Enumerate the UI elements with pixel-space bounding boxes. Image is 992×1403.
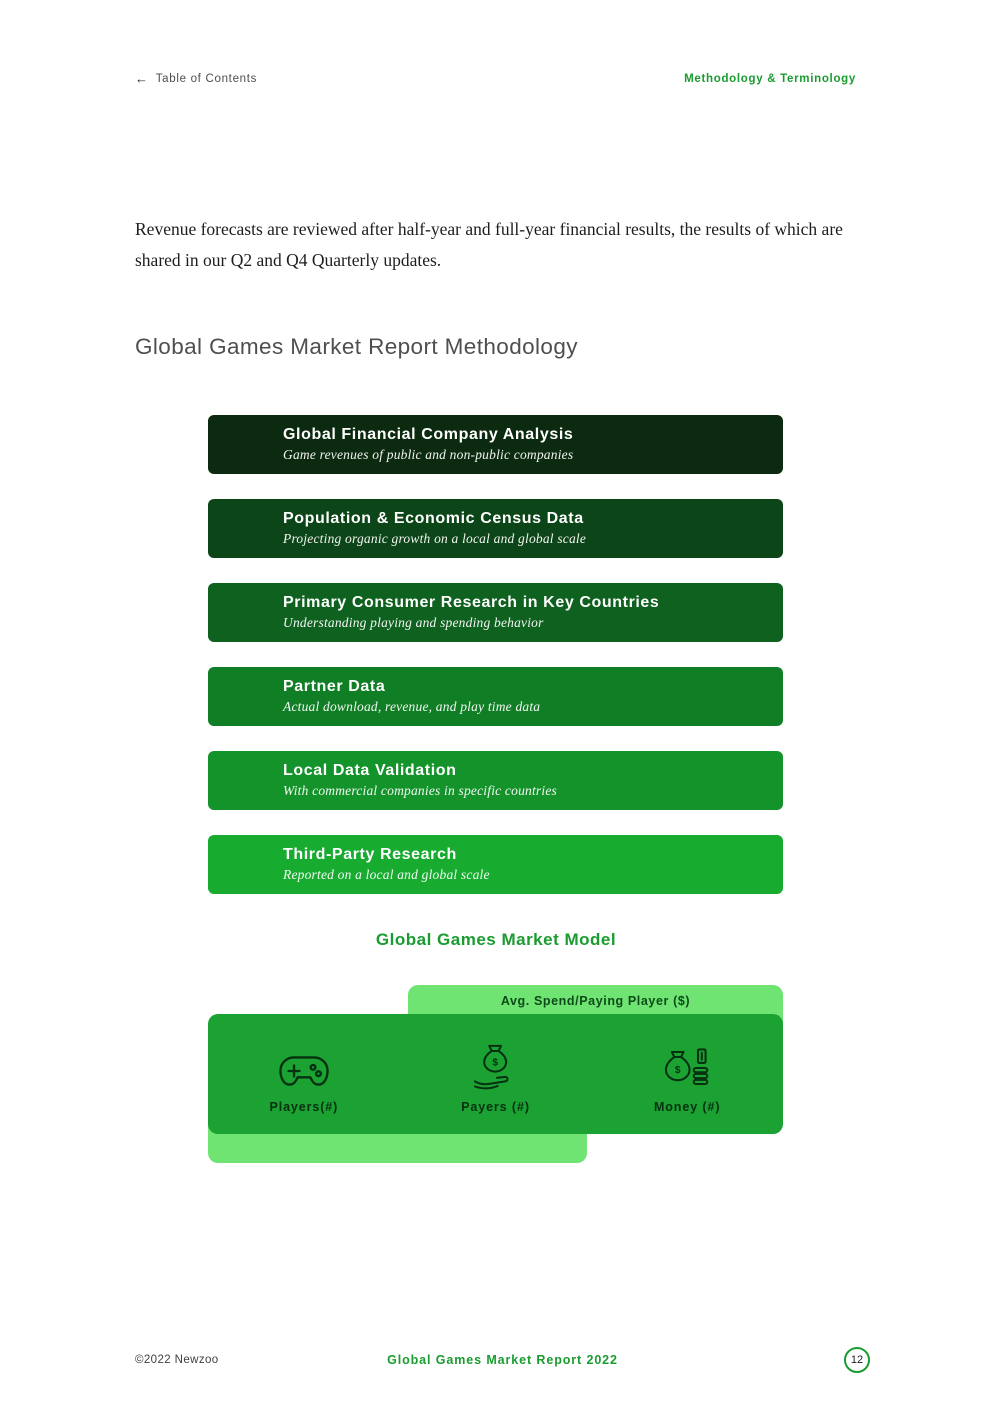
methodology-steps <box>208 415 783 894</box>
payers-label: Payers (#) <box>461 1099 530 1114</box>
back-arrow-icon: ← <box>135 71 149 86</box>
copyright-text: ©2022 Newzoo <box>135 1354 219 1366</box>
step-subtitle: Projecting organic growth on a local and global scale <box>283 531 587 546</box>
methodology-step <box>208 499 783 558</box>
model-item-payers <box>400 1014 592 1134</box>
model-item-players <box>208 1014 400 1134</box>
step-title: Global Financial Company Analysis <box>283 426 574 443</box>
step-title: Primary Consumer Research in Key Countries <box>283 594 660 611</box>
step-title: Local Data Validation <box>283 762 457 779</box>
money-label: Money (#) <box>653 1099 721 1114</box>
model-main-box <box>208 1014 783 1134</box>
methodology-step <box>208 583 783 642</box>
step-subtitle: With commercial companies in specific countries <box>283 783 557 798</box>
page-footer <box>135 1346 870 1374</box>
table-of-contents-link[interactable] <box>135 72 257 85</box>
players-label: Players(#) <box>269 1099 339 1114</box>
step-subtitle: Game revenues of public and non-public companies <box>283 447 574 462</box>
money-bag-coins-icon <box>660 1039 714 1091</box>
svg-text:$: $ <box>675 1064 681 1076</box>
step-subtitle: Actual download, revenue, and play time data <box>283 699 541 714</box>
section-header-link[interactable]: Methodology & Terminology <box>684 72 856 85</box>
methodology-step <box>208 835 783 894</box>
page-number-badge: 12 <box>844 1347 870 1373</box>
page-header <box>135 72 856 85</box>
step-subtitle: Understanding playing and spending behavior <box>283 615 544 630</box>
step-title: Third-Party Research <box>283 846 457 863</box>
step-title: Partner Data <box>283 678 386 695</box>
report-title: Global Games Market Report 2022 <box>387 1353 618 1367</box>
table-of-contents-label: Table of Contents <box>155 72 258 85</box>
methodology-step <box>208 415 783 474</box>
avg-spend-label: Avg. Spend/Paying Player ($) <box>500 994 691 1008</box>
market-model-diagram <box>208 985 783 1165</box>
model-heading: Global Games Market Model <box>375 930 617 949</box>
hand-money-bag-icon <box>469 1039 523 1091</box>
intro-paragraph: Revenue forecasts are reviewed after half-year and full-year financial results, the results of which are shared in our Q2 and Q4 Quarterly updates. <box>135 219 843 271</box>
svg-text:$: $ <box>491 1056 498 1068</box>
game-controller-icon <box>275 1039 333 1091</box>
model-item-money <box>591 1014 783 1134</box>
methodology-step <box>208 751 783 810</box>
step-subtitle: Reported on a local and global scale <box>283 867 490 882</box>
step-title: Population & Economic Census Data <box>283 510 584 527</box>
methodology-step <box>208 667 783 726</box>
methodology-heading: Global Games Market Report Methodology <box>135 334 578 359</box>
